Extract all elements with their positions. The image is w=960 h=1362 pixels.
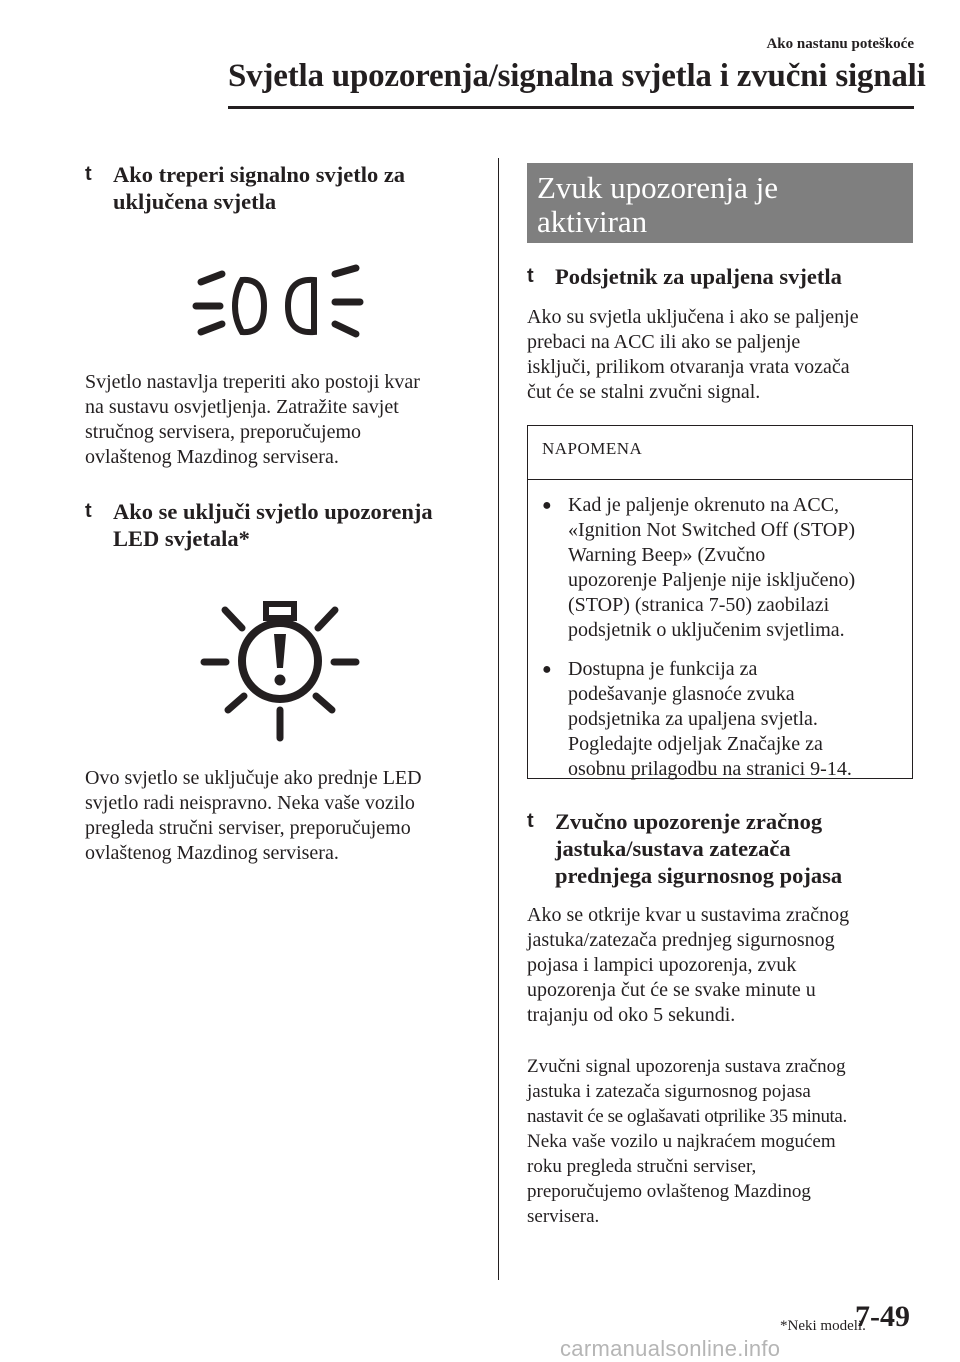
chapter-label: Ako nastanu poteškoće: [766, 36, 914, 52]
text-line: servisera.: [527, 1206, 600, 1227]
text-line: prebaci na ACC ili ako se paljenje: [527, 331, 801, 353]
note-title: NAPOMENA: [542, 439, 643, 458]
text-line: Ovo svjetlo se uključuje ako prednje LED: [85, 767, 422, 789]
text-line: Warning Beep» (Zvučno: [568, 544, 766, 566]
text-line: ovlaštenog Mazdinog servisera.: [85, 842, 339, 864]
text-line: nastavit će se oglašavati otprilike 35 minuta.: [527, 1106, 847, 1127]
text-line: podešavanje glasnoće zvuka: [568, 683, 795, 705]
note-divider: [528, 479, 912, 480]
column-divider: [498, 158, 499, 1280]
heading-line: Ako se uključi svjetlo upozorenja: [113, 499, 433, 524]
note-item: [528, 657, 912, 782]
text-line: Ako su svjetla uključena i ako se paljenje: [527, 306, 859, 328]
text-line: Ako se otkrije kvar u sustavima zračnog: [527, 904, 850, 926]
text-line: Pogledajte odjeljak Značajke za: [568, 733, 823, 755]
bullet-icon: t: [85, 163, 92, 185]
section-title-line: aktiviran: [537, 204, 648, 239]
led-headlight-warning-icon: [200, 598, 360, 743]
text-line: na sustavu osvjetljenja. Zatražite savjet: [85, 396, 399, 418]
text-line: Kad je paljenje okrenuto na ACC,: [568, 494, 840, 516]
heading-line: Ako treperi signalno svjetlo za: [113, 162, 406, 187]
text-line: roku pregleda stručni serviser,: [527, 1156, 757, 1177]
note-item: [528, 493, 912, 643]
watermark: carmanualsonline.info: [560, 1336, 781, 1361]
text-line: trajanju od oko 5 sekundi.: [527, 1004, 736, 1026]
text-line: Neka vaše vozilo u najkraćem mogućem: [527, 1131, 836, 1152]
text-line: podsjetnik o uključenim svjetlima.: [568, 619, 845, 641]
heading-lights-reminder: [527, 263, 927, 290]
text-line: (STOP) (stranica 7-50) zaobilazi: [568, 594, 830, 616]
text-line: jastuka/zatezača prednjeg sigurnosnog: [527, 929, 835, 951]
text-line: Dostupna je funkcija za: [568, 658, 758, 680]
text-line: pojasa i lampici upozorenja, zvuk: [527, 954, 797, 976]
text-line: preporučujemo ovlaštenog Mazdinog: [527, 1181, 811, 1202]
heading-airbag-warning-beep: [527, 808, 927, 889]
text-line: jastuka i zatezača sigurnosnog pojasa: [527, 1081, 811, 1102]
bullet-dot-icon: ●: [542, 661, 552, 678]
heading-line: Zvučno upozorenje zračnog: [555, 809, 823, 834]
heading-line: jastuka/sustava zatezača: [555, 836, 791, 861]
text-line: čut će se stalni zvučni signal.: [527, 381, 761, 403]
text-line: pregleda stručni serviser, preporučujemo: [85, 817, 411, 839]
text-line: osobnu prilagodbu na stranici 9-14.: [568, 758, 852, 780]
body-paragraph: [527, 305, 927, 405]
header-divider: [228, 106, 914, 109]
section-title-line: Zvuk upozorenja je: [537, 170, 779, 205]
heading-line: Podsjetnik za upaljena svjetla: [555, 264, 842, 289]
note-box: [527, 425, 913, 779]
text-line: podsjetnika za upaljena svjetla.: [568, 708, 818, 730]
footnote: *Neki modeli.: [780, 1318, 866, 1334]
text-line: svjetlo radi neispravno. Neka vaše vozilo: [85, 792, 415, 814]
body-paragraph: [527, 903, 927, 1028]
bullet-icon: t: [85, 500, 92, 522]
headlight-indicator-icon: [190, 262, 370, 352]
text-line: isključi, prilikom otvaranja vrata vozača: [527, 356, 850, 378]
text-line: Svjetlo nastavlja treperiti ako postoji kvar: [85, 371, 420, 393]
body-paragraph: [85, 766, 485, 866]
heading-flashing-lights-indicator: [85, 161, 485, 215]
text-line: ovlaštenog Mazdinog servisera.: [85, 446, 339, 468]
section-title-box: [527, 163, 913, 243]
heading-line: prednjega sigurnosnog pojasa: [555, 863, 843, 888]
bullet-icon: t: [527, 810, 534, 832]
bullet-dot-icon: ●: [542, 497, 552, 514]
text-line: «Ignition Not Switched Off (STOP): [568, 519, 856, 541]
text-line: Zvučni signal upozorenja sustava zračnog: [527, 1056, 846, 1077]
heading-line: LED svjetala*: [113, 526, 250, 551]
heading-led-warning-light: [85, 498, 485, 552]
text-line: stručnog servisera, preporučujemo: [85, 421, 362, 443]
text-line: upozorenje Paljenje nije isključeno): [568, 569, 856, 591]
bullet-icon: t: [527, 265, 534, 287]
body-paragraph: [85, 370, 485, 470]
page-title: Svjetla upozorenja/signalna svjetla i zvučni signali: [228, 58, 926, 94]
body-paragraph: [527, 1054, 927, 1229]
text-line: upozorenja čut će se svake minute u: [527, 979, 816, 1001]
heading-line: uključena svjetla: [113, 189, 277, 214]
page-number: 7-49: [855, 1300, 910, 1333]
